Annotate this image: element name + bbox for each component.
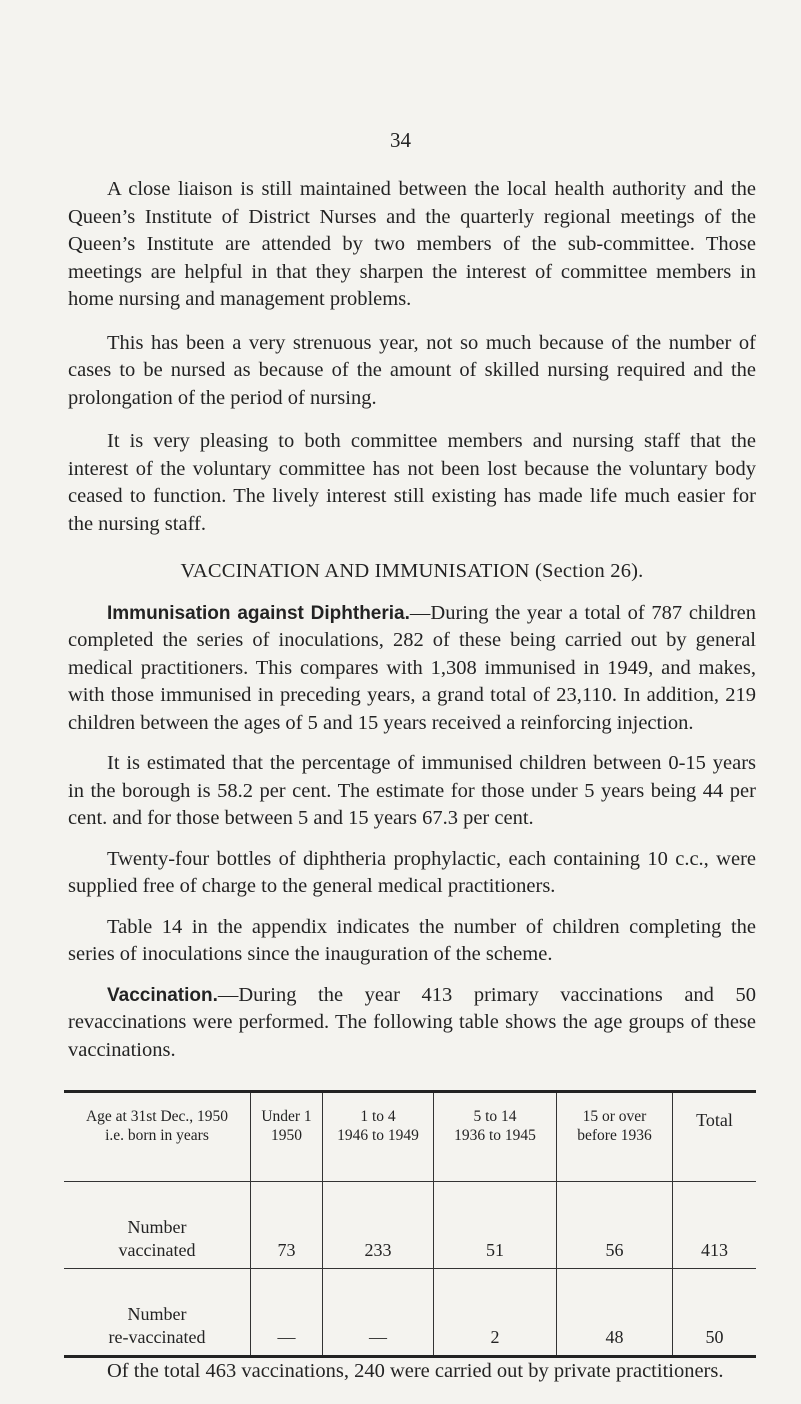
cell-vaccinated-15-or-over: 56 bbox=[557, 1182, 673, 1269]
row-label-re-vaccinated: Number re-vaccinated bbox=[64, 1269, 251, 1357]
paragraph-liaison: A close liaison is still maintained between the local health authority and the Queen’s Institute of District Nurses and the quarterly regional meetings of the Queen’s Institute are attended by two members of the sub-committee. Those meetings are helpful in that they sharpen the interest of committee members in home nursing and management problems. bbox=[68, 178, 756, 310]
cell-revaccinated-under-1: — bbox=[251, 1269, 323, 1357]
cell-revaccinated-1-to-4: — bbox=[323, 1269, 434, 1357]
cell-vaccinated-total: 413 bbox=[673, 1182, 757, 1269]
cell-revaccinated-15-or-over: 48 bbox=[557, 1269, 673, 1357]
vaccination-text: —During the year 413 primary vaccinations and 50 revaccinations were performed. The following table shows the age groups of these vaccinations. bbox=[68, 983, 756, 1061]
header-age: Age at 31st Dec., 1950 i.e. born in years bbox=[64, 1092, 251, 1182]
table-row bbox=[64, 1269, 756, 1357]
paragraph-percentage: It is estimated that the percentage of immunised children between 0-15 years in the borough is 58.2 per cent. The estimate for those under 5 years being 44 per cent. and for those between 5 and 15 years 67.3 per cent. bbox=[68, 752, 756, 829]
cell-revaccinated-total: 50 bbox=[705, 1327, 724, 1347]
cell-vaccinated-5-to-14: 51 bbox=[434, 1182, 557, 1269]
table-row bbox=[64, 1182, 756, 1269]
header-1-to-4: 1 to 4 1946 to 1949 bbox=[323, 1092, 434, 1182]
run-head-vaccination: Vaccination. bbox=[107, 984, 218, 1006]
table-header-row bbox=[64, 1092, 756, 1182]
paragraph-private-practitioners: Of the total 463 vaccinations, 240 were carried out by private practitioners. bbox=[107, 1360, 724, 1382]
page-number: 34 bbox=[390, 128, 411, 152]
header-under-1: Under 1 1950 bbox=[251, 1092, 323, 1182]
paragraph-voluntary-committee: It is very pleasing to both committee members and nursing staff that the interest of the voluntary committee has not been lost because the voluntary body ceased to function. The lively interest still existing has made life much easier for the nursing staff. bbox=[68, 430, 756, 535]
cell-vaccinated-1-to-4: 233 bbox=[323, 1182, 434, 1269]
header-total: Total bbox=[673, 1092, 757, 1182]
paragraph-diphtheria bbox=[68, 600, 756, 738]
paragraph-strenuous-year: This has been a very strenuous year, not so much because of the number of cases to be nursed as because of the amount of skilled nursing required and the prolongation of the period of nursing. bbox=[68, 331, 756, 409]
paragraph-vaccination bbox=[68, 982, 756, 1065]
body-text bbox=[68, 176, 756, 1402]
section-heading: VACCINATION AND IMMUNISATION (Section 26). bbox=[180, 560, 644, 582]
diphtheria-text: —During the year a total of 787 children completed the series of inoculations, 282 of these being carried out by general medical practitioners. This compares with 1,308 immunised in 1949, and makes, with those immunised in preceding years, a grand total of 23,110. In addition, 219 children between the ages of 5 and 15 years received a reinforcing injection. bbox=[68, 601, 756, 734]
cell-vaccinated-under-1: 73 bbox=[251, 1182, 323, 1269]
cell-revaccinated-5-to-14: 2 bbox=[434, 1269, 557, 1357]
run-head-diphtheria: Immunisation against Diphtheria. bbox=[107, 602, 410, 624]
header-15-or-over: 15 or over before 1936 bbox=[557, 1092, 673, 1182]
vaccination-table bbox=[64, 1090, 756, 1358]
row-label-vaccinated: Number vaccinated bbox=[64, 1182, 251, 1269]
header-5-to-14: 5 to 14 1936 to 1945 bbox=[434, 1092, 557, 1182]
paragraph-table-14: Table 14 in the appendix indicates the number of children completing the series of inoculations since the inauguration of the scheme. bbox=[68, 915, 756, 965]
paragraph-prophylactic: Twenty-four bottles of diphtheria prophylactic, each containing 10 c.c., were supplied free of charge to the general medical practitioners. bbox=[68, 847, 756, 897]
